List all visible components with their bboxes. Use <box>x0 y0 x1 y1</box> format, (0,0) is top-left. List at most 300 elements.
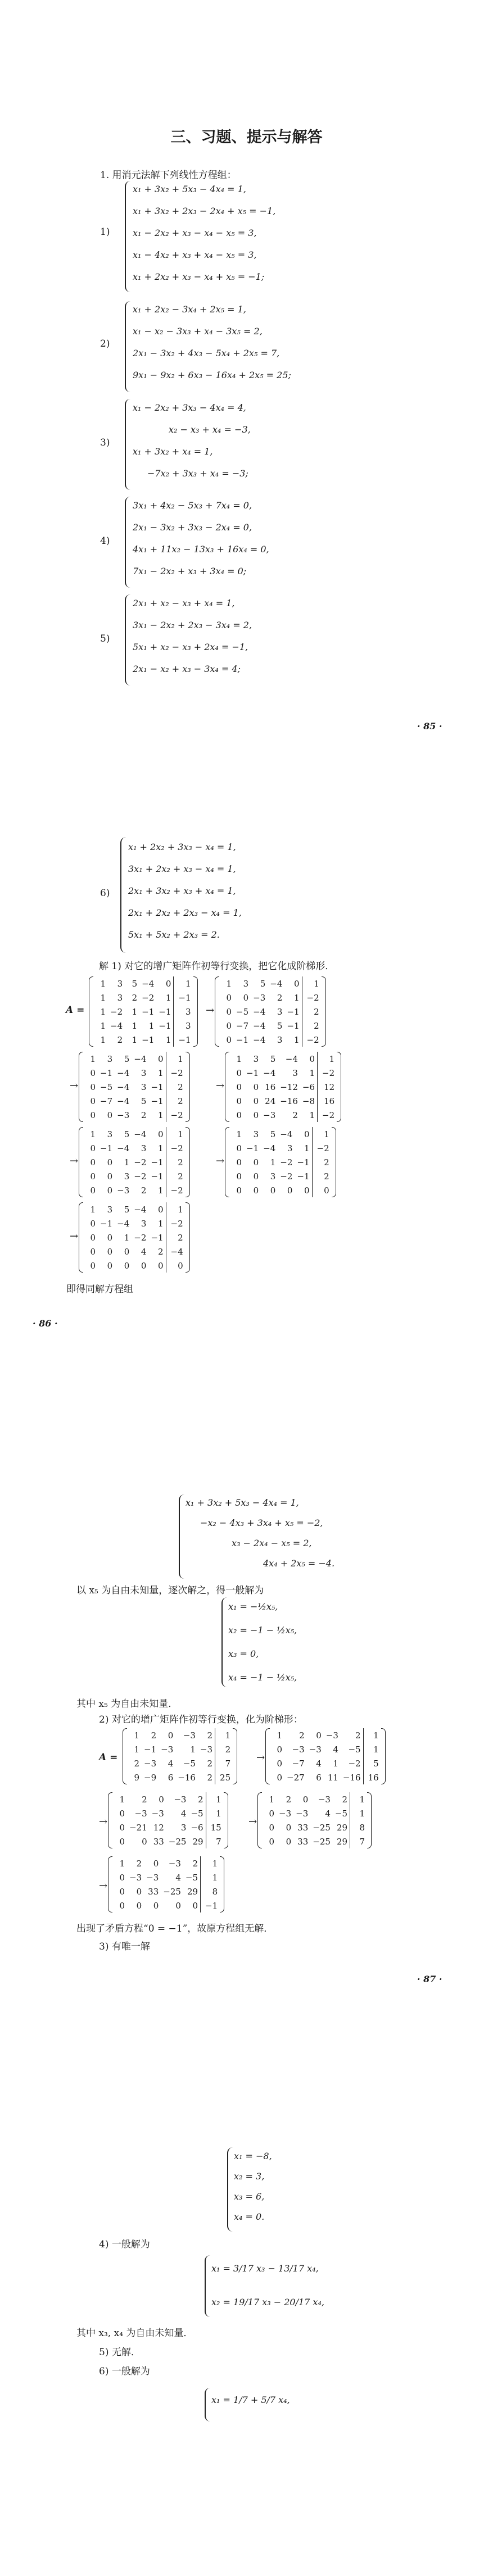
matrix-entry: 5 <box>277 1020 283 1031</box>
matrix-entry: 2 <box>286 1794 292 1805</box>
matrix-entry: −1 <box>151 1096 164 1106</box>
matrix-entry: −4 <box>134 1204 147 1215</box>
matrix-entry: 0 <box>119 1822 125 1833</box>
matrix-entry: 0 <box>165 978 171 989</box>
equation: 2x₁ − x₂ + x₃ − 3x₄ = 4; <box>133 664 241 674</box>
free-variable-text: 以 x₅ 为自由未知量，逐次解之，得一般解为 <box>76 1585 264 1596</box>
matrix-entry: 1 <box>269 1794 274 1805</box>
equation: 7x₁ − 2x₂ + x₃ + 3x₄ = 0; <box>133 566 247 576</box>
matrix-entry: 1 <box>277 1730 282 1741</box>
matrix-entry: 2 <box>132 992 138 1003</box>
matrix-entry: −4 <box>117 1143 130 1153</box>
matrix-right-bracket <box>233 1728 237 1784</box>
matrix-entry: 0 <box>90 1232 96 1243</box>
matrix-entry: 0 <box>236 1096 242 1106</box>
arrow-icon: → <box>70 1155 79 1167</box>
matrix-entry: 0 <box>277 1758 282 1769</box>
matrix-entry: 1 <box>124 1157 130 1167</box>
matrix-entry: 1 <box>157 1067 164 1078</box>
system-label-4: 4) <box>100 535 110 547</box>
matrix-entry: 4 <box>333 1744 338 1755</box>
matrix-entry: 0 <box>236 1110 242 1120</box>
matrix-entry: 0 <box>277 1744 282 1755</box>
matrix-entry: −4 <box>285 1053 298 1064</box>
matrix-entry: 1 <box>100 978 106 989</box>
matrix-entry: 3 <box>117 978 123 989</box>
matrix-entry: 3 <box>253 1129 259 1139</box>
matrix-entry: 3 <box>277 1034 283 1045</box>
matrix-entry: 2 <box>157 1246 164 1257</box>
system-brace-a <box>179 1494 184 1579</box>
matrix-entry: 3 <box>141 1082 147 1092</box>
matrix-entry: −2 <box>142 992 155 1003</box>
matrix-entry: 0 <box>302 1794 309 1805</box>
system-label-3: 3) <box>100 437 110 448</box>
matrix-entry: 1 <box>178 1129 183 1139</box>
arrow-icon: → <box>99 1880 108 1892</box>
system-label-5: 5) <box>100 633 110 644</box>
matrix-entry: −5 <box>348 1744 361 1755</box>
arrow-icon: → <box>216 1155 225 1167</box>
matrix-entry: 24 <box>265 1096 276 1106</box>
matrix-entry: 3 <box>287 1143 293 1153</box>
matrix-entry: 1 <box>314 978 319 989</box>
matrix-entry: −2 <box>306 1034 319 1045</box>
equation: 5x₁ + x₂ − x₃ + 2x₄ = −1, <box>133 642 248 652</box>
matrix-entry: −3 <box>134 1808 147 1819</box>
matrix-entry: 5 <box>270 1053 276 1064</box>
matrix-entry: −6 <box>191 1822 203 1833</box>
matrix-entry: 0 <box>90 1096 96 1106</box>
matrix-entry: 1 <box>124 1232 130 1243</box>
equation: x₂ = −1 − ½x₅, <box>228 1625 297 1635</box>
matrix-entry: 1 <box>212 1858 218 1869</box>
matrix-entry: −3 <box>318 1794 331 1805</box>
matrix-entry: −2 <box>322 1067 335 1078</box>
matrix-entry: 0 <box>124 1246 130 1257</box>
matrix-entry: 0 <box>236 1171 242 1182</box>
matrix-entry: 0 <box>107 1110 113 1120</box>
matrix-entry: 0 <box>90 1157 96 1167</box>
equation: x₃ = 0, <box>228 1648 259 1659</box>
matrix-entry: 7 <box>216 1836 221 1847</box>
matrix-entry: 1 <box>225 1730 231 1741</box>
matrix-entry: 1 <box>359 1794 365 1805</box>
part-5-text: 5) 无解． <box>99 2347 141 2358</box>
matrix-entry: 3 <box>253 1053 259 1064</box>
matrix-entry: −3 <box>292 1744 305 1755</box>
matrix-entry: −4 <box>263 1143 276 1153</box>
matrix-entry: 3 <box>243 978 249 989</box>
matrix <box>225 1052 341 1122</box>
matrix-entry: 0 <box>269 1808 274 1819</box>
matrix-entry: 3 <box>185 1020 191 1031</box>
matrix-entry: 0 <box>286 1822 292 1833</box>
matrix-entry: −1 <box>297 1157 310 1167</box>
matrix-entry: 1 <box>359 1808 365 1819</box>
equation: 5x₁ + 5x₂ + 2x₃ = 2. <box>128 929 220 940</box>
general-solution-brace <box>221 1597 227 1687</box>
equation: 9x₁ − 9x₂ + 6x₃ − 16x₄ + 2x₅ = 25; <box>133 370 291 380</box>
matrix-entry: −3 <box>309 1744 322 1755</box>
matrix-entry: 2 <box>151 1730 157 1741</box>
matrix-entry: 1 <box>178 1053 183 1064</box>
matrix-entry: −3 <box>161 1744 174 1755</box>
matrix <box>257 1792 372 1848</box>
matrix-entry: 2 <box>207 1772 213 1783</box>
matrix-entry: −3 <box>325 1730 338 1741</box>
equation: 4x₁ + 11x₂ − 13x₃ + 16x₄ = 0, <box>133 544 269 555</box>
matrix-entry: −2 <box>170 1067 183 1078</box>
matrix-entry: 5 <box>124 1129 130 1139</box>
matrix-entry: 7 <box>225 1758 231 1769</box>
matrix-entry: −1 <box>297 1171 310 1182</box>
matrix-entry: 1 <box>148 1020 155 1031</box>
equation: x₁ + 3x₂ + 5x₃ − 4x₄ = 1, <box>133 184 246 194</box>
matrix-entry: −1 <box>151 1232 164 1243</box>
matrix-entry: 1 <box>90 1053 96 1064</box>
matrix-entry: 1 <box>236 1129 242 1139</box>
matrix-entry: 4 <box>180 1808 187 1819</box>
equation: 3x₁ − 2x₂ + 2x₃ − 3x₄ = 2, <box>133 620 252 630</box>
matrix-entry: 2 <box>178 1096 183 1106</box>
matrix-entry: 1 <box>293 992 300 1003</box>
matrix-entry: 2 <box>117 1034 123 1045</box>
matrix-entry: −4 <box>270 978 283 989</box>
matrix <box>265 1728 386 1784</box>
matrix-entry: −1 <box>159 1020 171 1031</box>
matrix-entry: 4 <box>316 1758 322 1769</box>
equation: x₄ = 0. <box>234 2211 265 2222</box>
matrix-entry: −2 <box>280 1157 293 1167</box>
matrix-entry: 0 <box>119 1900 125 1911</box>
equation: x₁ − 2x₂ + 3x₃ − 4x₄ = 4, <box>133 402 246 413</box>
matrix-entry: 6 <box>316 1772 322 1783</box>
matrix-entry: 2 <box>136 1858 142 1869</box>
matrix-entry: 2 <box>192 1858 198 1869</box>
matrix-entry: −4 <box>170 1246 183 1257</box>
matrix-entry: −1 <box>151 1171 164 1182</box>
matrix-entry: −25 <box>313 1836 331 1847</box>
matrix-entry: 1 <box>309 1067 315 1078</box>
matrix-right-bracket <box>193 976 198 1047</box>
matrix-entry: 2 <box>141 1185 147 1196</box>
free-variable-note: 其中 x₃, x₄ 为自由未知量． <box>76 2328 193 2339</box>
matrix-entry: 33 <box>297 1836 309 1847</box>
matrix-entry: 0 <box>90 1082 96 1092</box>
matrix-entry: −1 <box>100 1143 113 1153</box>
matrix-right-bracket <box>186 1052 190 1122</box>
matrix-entry: −5 <box>236 1006 249 1017</box>
matrix-entry: −1 <box>159 1006 171 1017</box>
matrix-right-bracket <box>381 1728 386 1784</box>
matrix-entry: 0 <box>136 1900 142 1911</box>
matrix-entry: 1 <box>293 1034 300 1045</box>
matrix-entry: 1 <box>100 1020 106 1031</box>
matrix-entry: −4 <box>280 1129 293 1139</box>
matrix-entry: −1 <box>287 1006 300 1017</box>
matrix-entry: 0 <box>226 1006 232 1017</box>
matrix-entry: −27 <box>287 1772 305 1783</box>
matrix-entry: 3 <box>107 1129 113 1139</box>
matrix-entry: −3 <box>296 1808 309 1819</box>
matrix <box>79 1127 190 1197</box>
matrix-entry: −4 <box>263 1067 276 1078</box>
augmented-matrix-label: A = <box>99 1752 118 1763</box>
matrix-entry: 0 <box>316 1730 322 1741</box>
matrix-entry: −4 <box>117 1096 130 1106</box>
matrix-entry: 0 <box>90 1067 96 1078</box>
matrix-entry: −2 <box>348 1758 361 1769</box>
matrix-entry: 1 <box>309 1110 315 1120</box>
matrix-entry: 0 <box>90 1171 96 1182</box>
matrix-right-bracket <box>332 1127 336 1197</box>
matrix-entry: 1 <box>157 1143 164 1153</box>
matrix-entry: −1 <box>178 1034 191 1045</box>
matrix <box>108 1856 224 1912</box>
matrix-entry: 0 <box>136 1886 142 1897</box>
matrix-entry: 0 <box>142 1836 147 1847</box>
equation: x₁ + 3x₂ + x₄ = 1, <box>133 446 213 457</box>
matrix-entry: 1 <box>132 1034 138 1045</box>
matrix-entry: 0 <box>107 1246 113 1257</box>
matrix-entry: 0 <box>107 1157 113 1167</box>
equation: −7x₂ + 3x₃ + x₄ = −3; <box>147 468 248 479</box>
page-number: · 85 · <box>417 721 442 732</box>
matrix-entry: 0 <box>286 1836 292 1847</box>
matrix-entry: 4 <box>141 1246 147 1257</box>
matrix-entry: 5 <box>270 1129 276 1139</box>
matrix-entry: −1 <box>178 992 191 1003</box>
matrix-entry: 3 <box>141 1143 147 1153</box>
matrix-entry: 0 <box>253 1082 259 1092</box>
arrow-icon: → <box>70 1230 79 1242</box>
matrix-entry: 0 <box>107 1171 113 1182</box>
matrix-entry: 9 <box>134 1772 139 1783</box>
matrix-entry: 1 <box>119 1858 125 1869</box>
matrix-entry: 0 <box>253 1185 259 1196</box>
matrix-left-bracket <box>79 1052 83 1122</box>
matrix-entry: 1 <box>329 1053 335 1064</box>
matrix-entry: 0 <box>236 1143 242 1153</box>
matrix-entry: 2 <box>324 1171 329 1182</box>
matrix-entry: −2 <box>280 1171 293 1182</box>
matrix-entry: 1 <box>190 1744 196 1755</box>
matrix <box>89 976 198 1047</box>
matrix-entry: 2 <box>141 1110 147 1120</box>
matrix-entry: 0 <box>107 1260 113 1271</box>
matrix-entry: 1 <box>333 1758 338 1769</box>
matrix-entry: −1 <box>100 1218 113 1229</box>
matrix-right-bracket <box>186 1127 190 1197</box>
matrix-entry: −1 <box>246 1143 259 1153</box>
matrix-entry: −2 <box>322 1110 335 1120</box>
matrix-entry: −7 <box>292 1758 305 1769</box>
matrix-entry: 2 <box>342 1794 348 1805</box>
matrix-entry: 0 <box>287 1185 293 1196</box>
matrix-entry: −3 <box>168 1858 181 1869</box>
matrix-entry: 1 <box>212 1872 218 1883</box>
matrix-entry: 0 <box>90 1185 96 1196</box>
matrix-entry: 3 <box>107 1204 113 1215</box>
matrix-entry: 1 <box>157 1185 164 1196</box>
equation: 2x₁ − 3x₂ + 3x₃ − 2x₄ = 0, <box>133 522 252 533</box>
matrix-entry: 5 <box>124 1053 130 1064</box>
matrix-entry: 0 <box>175 1900 181 1911</box>
equation: x₁ + 3x₂ + 2x₃ − 2x₄ + x₅ = −1, <box>133 206 276 216</box>
matrix-entry: 2 <box>178 1082 183 1092</box>
arrow-icon: → <box>216 1080 225 1092</box>
matrix-entry: 7 <box>359 1836 365 1847</box>
matrix-entry: 0 <box>226 1034 232 1045</box>
matrix-entry: 5 <box>132 978 138 989</box>
matrix-entry: 0 <box>226 1020 232 1031</box>
matrix-entry: −1 <box>246 1067 259 1078</box>
matrix-entry: 8 <box>212 1886 218 1897</box>
matrix-entry: 29 <box>192 1836 203 1847</box>
matrix-entry: 3 <box>277 1006 283 1017</box>
equation: x₂ = 3, <box>234 2171 265 2182</box>
matrix-entry: 1 <box>304 1143 310 1153</box>
matrix-entry: 0 <box>90 1218 96 1229</box>
matrix-entry: 5 <box>373 1758 379 1769</box>
matrix-entry: 0 <box>90 1110 96 1120</box>
matrix-entry: −3 <box>263 1110 276 1120</box>
matrix <box>79 1052 190 1122</box>
matrix-entry: 2 <box>198 1794 203 1805</box>
matrix-entry: 0 <box>324 1185 329 1196</box>
matrix-entry: 0 <box>226 992 232 1003</box>
exercise-intro: 1. 用消元法解下列线性方程组： <box>100 170 237 181</box>
matrix-entry: 12 <box>153 1822 164 1833</box>
matrix-entry: 2 <box>178 1232 183 1243</box>
matrix-left-bracket <box>265 1728 270 1784</box>
equation: x₃ − 2x₄ − x₅ = 2, <box>232 1538 312 1548</box>
matrix-entry: 0 <box>119 1886 125 1897</box>
equation: x₂ = 19/17 x₃ − 20/17 x₄, <box>211 2297 324 2307</box>
matrix-entry: 2 <box>299 1730 305 1741</box>
matrix-entry: −16 <box>342 1772 361 1783</box>
matrix-entry: 1 <box>100 992 106 1003</box>
matrix-entry: 0 <box>157 1260 164 1271</box>
matrix-entry: 0 <box>270 1185 276 1196</box>
matrix-entry: 29 <box>336 1822 348 1833</box>
arrow-icon: → <box>70 1080 79 1092</box>
matrix-entry: 4 <box>168 1758 174 1769</box>
matrix-entry: −16 <box>178 1772 196 1783</box>
equation: x₁ − 2x₂ + x₃ − x₄ − x₅ = 3, <box>133 228 257 238</box>
matrix-entry: 1 <box>373 1744 379 1755</box>
matrix-entry: −2 <box>134 1171 147 1182</box>
equation: 2x₁ + 2x₂ + 2x₃ − x₄ = 1, <box>128 907 242 918</box>
matrix-entry: 3 <box>124 1171 130 1182</box>
matrix-entry: 0 <box>153 1900 159 1911</box>
matrix-entry: −2 <box>170 1110 183 1120</box>
matrix-left-bracket <box>79 1202 83 1273</box>
matrix-entry: 0 <box>157 1053 164 1064</box>
equation: 3x₁ + 2x₂ + x₃ − x₄ = 1, <box>128 864 236 874</box>
matrix-entry: −2 <box>170 1185 183 1196</box>
matrix-entry: 2 <box>178 1157 183 1167</box>
matrix-entry: 1 <box>216 1808 221 1819</box>
matrix-entry: −3 <box>117 1110 130 1120</box>
matrix-entry: 0 <box>157 1129 164 1139</box>
matrix-entry: −2 <box>134 1232 147 1243</box>
page-number: · 87 · <box>417 1974 442 1984</box>
arrow-icon: → <box>206 1005 215 1016</box>
matrix-entry: −4 <box>117 1067 130 1078</box>
matrix-entry: 0 <box>119 1836 125 1847</box>
matrix-entry: 0 <box>253 1157 259 1167</box>
matrix-entry: 1 <box>185 978 191 989</box>
matrix-entry: −25 <box>163 1886 181 1897</box>
free-variable-note: 其中 x₅ 为自由未知量． <box>76 1698 178 1710</box>
matrix-entry: −9 <box>144 1772 157 1783</box>
matrix <box>215 976 326 1047</box>
matrix <box>108 1792 228 1848</box>
matrix-entry: 1 <box>132 1006 138 1017</box>
matrix-right-bracket <box>367 1792 372 1848</box>
matrix-entry: 1 <box>100 1006 106 1017</box>
matrix-entry: 0 <box>236 1082 242 1092</box>
system-brace-4 <box>125 497 130 588</box>
equation: 2x₁ + x₂ − x₃ + x₄ = 1, <box>133 598 235 608</box>
matrix-entry: 0 <box>304 1185 310 1196</box>
equivalent-system-text: 即得同解方程组 <box>66 1284 133 1295</box>
matrix-left-bracket <box>123 1728 127 1784</box>
matrix-entry: −6 <box>302 1082 315 1092</box>
system-label-2: 2) <box>100 338 110 349</box>
equation: x₁ − 4x₂ + x₃ + x₄ − x₅ = 3, <box>133 249 257 260</box>
matrix-entry: 29 <box>336 1836 348 1847</box>
matrix-entry: −3 <box>279 1808 292 1819</box>
matrix-entry: −3 <box>183 1730 196 1741</box>
matrix-entry: −2 <box>110 1006 123 1017</box>
matrix-entry: 0 <box>157 1204 164 1215</box>
matrix-entry: 1 <box>165 1034 171 1045</box>
matrix-entry: 0 <box>119 1872 125 1883</box>
equation: 3x₁ + 4x₂ − 5x₃ + 7x₄ = 0, <box>133 500 252 511</box>
matrix-entry: 2 <box>207 1758 213 1769</box>
matrix-entry: 1 <box>236 1053 242 1064</box>
matrix-entry: 0 <box>253 1171 259 1182</box>
matrix-entry: 0 <box>236 1185 242 1196</box>
matrix-entry: 3 <box>270 1171 276 1182</box>
matrix-entry: −8 <box>302 1096 315 1106</box>
matrix-entry: 12 <box>324 1082 335 1092</box>
equation: 2x₁ + 3x₂ + x₃ + x₄ = 1, <box>128 885 236 896</box>
matrix-entry: 2 <box>225 1744 231 1755</box>
equation: 4x₄ + 2x₅ = −4. <box>263 1558 335 1569</box>
equation: x₁ = 1/7 + 5/7 x₄, <box>211 2395 290 2405</box>
equation: x₁ = −8, <box>234 2151 272 2161</box>
matrix-entry: 2 <box>314 1006 319 1017</box>
general-solution-brace <box>205 2388 210 2421</box>
matrix-entry: −1 <box>151 1082 164 1092</box>
system-label-1: 1) <box>100 226 110 238</box>
matrix-entry: −4 <box>110 1020 123 1031</box>
matrix-entry: 1 <box>100 1034 106 1045</box>
matrix-right-bracket <box>322 976 326 1047</box>
matrix-entry: 5 <box>260 978 266 989</box>
matrix <box>123 1728 237 1784</box>
matrix-entry: 1 <box>157 1218 164 1229</box>
matrix-entry: 0 <box>309 1053 315 1064</box>
part-3-text: 3) 有唯一解 <box>99 1941 150 1952</box>
matrix-right-bracket <box>337 1052 341 1122</box>
matrix-entry: 3 <box>185 1006 191 1017</box>
matrix <box>225 1127 336 1197</box>
